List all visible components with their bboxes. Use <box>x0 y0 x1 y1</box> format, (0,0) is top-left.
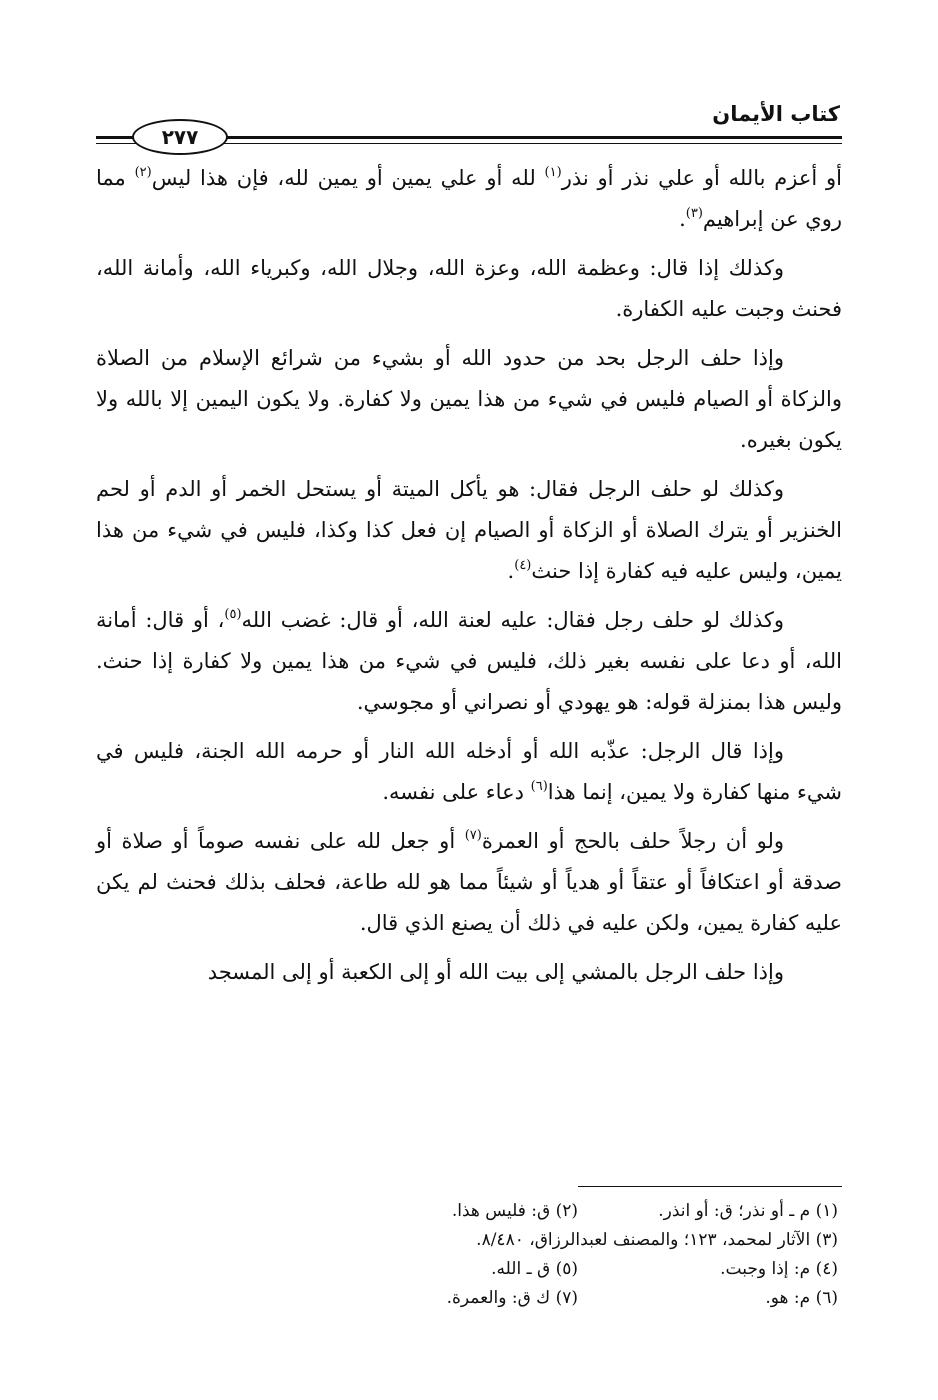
paragraph-text: مما روي عن إبراهيم <box>96 166 842 231</box>
footnote-row <box>96 1226 838 1255</box>
footnote-reference[interactable]: (٣) <box>685 206 703 221</box>
footnote-reference[interactable]: (٥) <box>224 607 242 622</box>
paragraph-text: أو أعزم بالله أو علي نذر أو نذر <box>561 166 842 190</box>
main-text <box>96 158 842 1001</box>
footnote-row <box>96 1284 838 1313</box>
footnote-item: (٣) الآثار لمحمد، ١٢٣؛ والمصنف لعبدالرزاق، ٨/٤٨٠. <box>476 1230 838 1250</box>
paragraph-text: . <box>507 559 515 583</box>
paragraph-text: وكذلك لو حلف الرجل فقال: هو يأكل الميتة أو يستحل الخمر أو الدم أو لحم الخنزير أو يترك الصلاة أو الزكاة أو الصيام إن فعل كذا وكذا، فليس في شيء من هذا يمين، وليس عليه فيه كفارة إذا حنث <box>96 477 842 583</box>
paragraph <box>96 600 842 723</box>
footnote-reference[interactable]: (٦) <box>530 779 548 794</box>
paragraph-text: وكذلك إذا قال: وعظمة الله، وعزة الله، وجلال الله، وكبرياء الله، وأمانة الله، فحنث وجبت عليه الكفارة. <box>96 256 842 321</box>
paragraph <box>96 731 842 813</box>
paragraph-text: ، أو قال: أمانة الله، أو دعا على نفسه بغير ذلك، فليس في شيء من هذا يمين ولا كفارة إذا حنث. وليس هذا بمنزلة قوله: هو يهودي أو نصراني أو مجوسي. <box>96 608 842 714</box>
footnote-reference[interactable]: (١) <box>544 165 562 180</box>
footnote-item: (٦) م: هو. <box>765 1288 838 1308</box>
paragraph-text: وكذلك لو حلف رجل فقال: عليه لعنة الله، أو قال: غضب الله <box>241 608 784 632</box>
paragraph-text: دعاء على نفسه. <box>382 780 531 804</box>
footnote-reference[interactable]: (٤) <box>514 558 532 573</box>
paragraph-text: وإذا قال الرجل: عذّبه الله أو أدخله الله النار أو حرمه الله الجنة، فليس في شيء منها كفارة ولا يمين، إنما هذا <box>96 739 842 804</box>
paragraph <box>96 248 842 330</box>
paragraph <box>96 821 842 944</box>
page-number-badge <box>132 119 228 155</box>
footnote-item: (٤) م: إذا وجبت. <box>720 1259 838 1279</box>
paragraph <box>96 469 842 592</box>
paragraph-text: أو جعل لله على نفسه صوماً أو صلاة أو صدقة أو اعتكافاً أو عتقاً أو هدياً أو شيئاً مما هو لله طاعة، فحلف بذلك فحنث لم يكن عليه كفارة يمين، ولكن عليه في ذلك أن يصنع الذي قال. <box>96 829 842 935</box>
paragraph <box>96 158 842 240</box>
paragraph <box>96 952 842 993</box>
footnote-row <box>96 1197 838 1226</box>
paragraph <box>96 338 842 461</box>
paragraph-text: وإذا حلف الرجل بالمشي إلى بيت الله أو إلى الكعبة أو إلى المسجد <box>207 960 784 984</box>
paragraph-text: . <box>679 207 686 231</box>
footnotes <box>96 1197 838 1313</box>
footnote-item: (٥) ق ـ الله. <box>491 1259 578 1279</box>
paragraph-text: وإذا حلف الرجل بحد من حدود الله أو بشيء من شرائع الإسلام من الصلاة والزكاة أو الصيام فليس في شيء من هذا يمين ولا كفارة. ولا يكون اليمين إلا بالله ولا يكون بغيره. <box>96 346 842 452</box>
footnote-item: (١) م ـ أو نذر؛ ق: أو انذر. <box>658 1201 838 1221</box>
page-number: ٢٧٧ <box>161 125 199 149</box>
footnote-reference[interactable]: (٧) <box>464 828 482 843</box>
running-header-title: كتاب الأيمان <box>712 102 840 126</box>
footnote-separator <box>578 1186 842 1187</box>
footnote-item: (٢) ق: فليس هذا. <box>451 1201 578 1221</box>
footnote-item: (٧) ك ق: والعمرة. <box>446 1288 578 1308</box>
paragraph-text: لله أو علي يمين أو يمين لله، فإن هذا ليس <box>151 166 545 190</box>
paragraph-text: ولو أن رجلاً حلف بالحج أو العمرة <box>481 829 784 853</box>
footnote-row <box>96 1255 838 1284</box>
footnote-reference[interactable]: (٢) <box>134 165 152 180</box>
